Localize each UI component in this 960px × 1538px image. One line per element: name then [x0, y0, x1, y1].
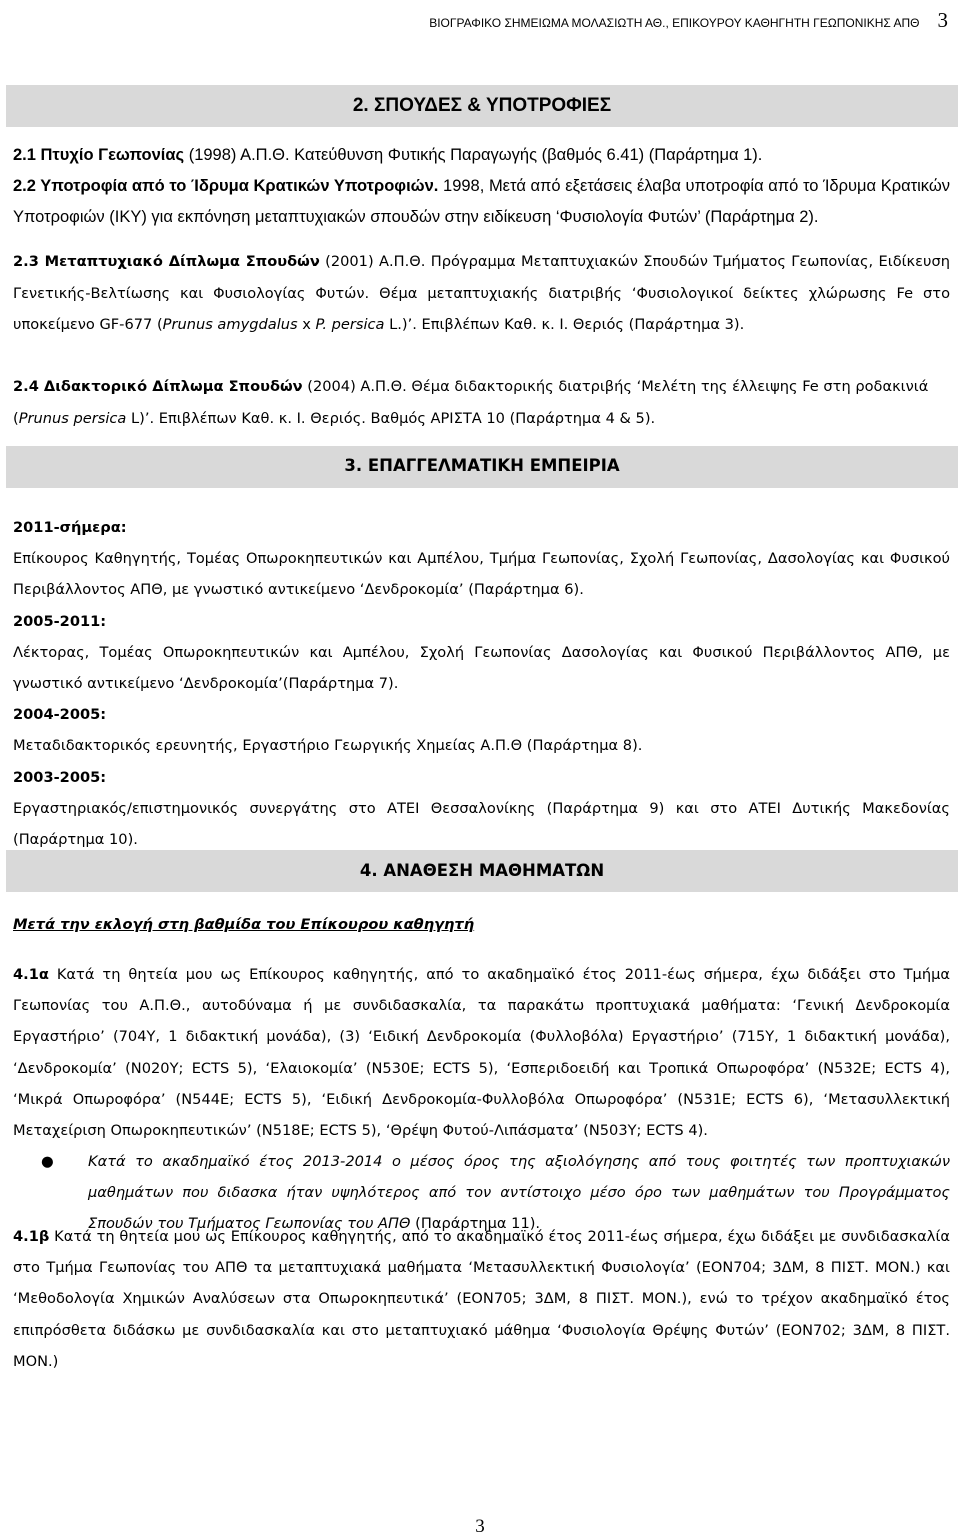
item-2-4-heading: 2.4 Διδακτορικό Δίπλωμα Σπουδών: [13, 378, 303, 395]
experience-text: Μεταδιδακτορικός ερευνητής, Εργαστήριο Γεωργικής Χημείας Α.Π.Θ (Παράρτημα 8).: [13, 737, 643, 755]
section-2-heading-band: [6, 85, 958, 127]
section-3-title: 3. ΕΠΑΓΓΕΛΜΑΤΙΚΗ ΕΜΠΕΙΡΙΑ: [344, 456, 620, 475]
item-4-1b-heading: 4.1β: [13, 1228, 50, 1245]
section-4-heading-band: [6, 850, 958, 892]
section-4-subheading: Μετά την εκλογή στη βαθμίδα του Επίκουρου καθηγητή: [13, 916, 475, 933]
section-4-title: 4. ΑΝΑΘΕΣΗ ΜΑΘΗΜΑΤΩΝ: [359, 861, 605, 880]
header-page-number: 3: [937, 8, 948, 32]
item-2-2: [13, 171, 950, 233]
experience-list: [13, 512, 950, 855]
experience-period: 2005-2011:: [13, 612, 107, 630]
bullet-icon: ●: [41, 1153, 54, 1170]
item-2-4: [13, 371, 950, 434]
experience-entry: [13, 699, 950, 761]
item-2-1-text: (1998) Α.Π.Θ. Κατεύθυνση Φυτικής Παραγωγής (βαθμός 6.41) (Παράρτημα 1).: [184, 146, 763, 164]
item-2-4-text: (2004) Α.Π.Θ. Θέμα διδακτορικής διατριβής ‘Μελέτη της έλλειψης Fe στη ροδακινιά (: [13, 378, 929, 427]
experience-period: 2003-2005:: [13, 768, 107, 786]
running-header: [429, 8, 948, 33]
item-4-1a-text: Κατά τη θητεία μου ως Επίκουρος καθηγητής, από το ακαδημαϊκό έτος 2011-έως σήμερα, έχω διδάξει στο Τμήμα Γεωπονίας του Α.Π.Θ., αυτοδύναμα ή με συνδιδασκαλία, τα παρακάτω προπτυχιακά μαθήματα: ‘Γενική Δενδροκομία Εργαστήριο’ (704Υ, 1 διδακτική μονάδα), (3) ‘Ειδική Δενδροκομία (Φυλλοβόλα) Εργαστήριο’ (715Υ, 1 διδακτική μονάδα), ‘Δενδροκομία’ (Ν020Υ; ECTS 5), ‘Ελαιοκομία’ (Ν530Ε; ECTS 5), ‘Εσπεριδοειδή και Τροπικά Οπωροφόρα’ (Ν532Ε; ECTS 4), ‘Μικρά Οπωροφόρα’ (Ν544Ε; ECTS 5), ‘Ειδική Δενδροκομία-Φυλλοβόλα Οπωροφόρα’ (Ν531Ε; ECTS 6), ‘Μετασυλλεκτική Μεταχείριση Οπωροκηπευτικών’ (Ν518Ε; ECTS 5), ‘Θρέψη Φυτού-Λιπάσματα’ (Ν503Υ; ECTS 4).: [13, 966, 950, 1140]
item-4-1a-heading: 4.1α: [13, 966, 49, 983]
section-2-title: 2. ΣΠΟΥΔΕΣ & ΥΠΟΤΡΟΦΙΕΣ: [352, 95, 612, 116]
item-2-3-text: L.)’. Επιβλέπων Καθ. κ. Ι. Θεριός (Παράρτημα 3).: [384, 316, 745, 333]
experience-period: 2011-σήμερα:: [13, 519, 127, 536]
experience-entry: [13, 512, 950, 606]
experience-text: Επίκουρος Καθηγητής, Τομέας Οπωροκηπευτικών και Αμπέλου, Τμήμα Γεωπονίας, Σχολή Γεωπονίας, Δασολογίας και Φυσικού Περιβάλλοντος ΑΠΘ, με γνωστικό αντικείμενο ‘Δενδροκομία’ (Παράρτημα 6).: [13, 550, 950, 599]
item-2-3: [13, 246, 950, 341]
species-name: P. persica: [315, 316, 385, 333]
experience-entry: [13, 762, 950, 856]
experience-entry: [13, 606, 950, 700]
experience-period: 2004-2005:: [13, 706, 107, 724]
item-2-3-text: (2001) Α.Π.Θ. Πρόγραμμα Μεταπτυχιακών Σπουδών Τμήματος Γεωπονίας, Ειδίκευση Γενετικής-Βελτίωσης και Φυσιολογίας Φυτών. Θέμα μεταπτυχιακής διατριβής ‘Φυσιολογικοί δείκτες χλώρωσης Fe στο υποκείμενο GF-677 (: [13, 253, 950, 333]
bullet-reference: (Παράρτημα 11).: [410, 1215, 541, 1233]
item-2-3-heading: 2.3 Μεταπτυχιακό Δίπλωμα Σπουδών: [13, 253, 320, 270]
species-name: Prunus amygdalus: [162, 316, 298, 333]
experience-text: Λέκτορας, Τομέας Οπωροκηπευτικών και Αμπέλου, Σχολή Γεωπονίας Δασολογίας και Φυσικού Περιβάλλοντος ΑΠΘ, με γνωστικό αντικείμενο ‘Δενδροκομία’(Παράρτημα 7).: [13, 643, 950, 693]
item-2-2-heading: 2.2 Υποτροφία από το Ίδρυμα Κρατικών Υποτροφιών.: [13, 177, 439, 195]
item-4-1b: [13, 1221, 950, 1377]
item-2-2-text: 1998, Μετά από εξετάσεις έλαβα υποτροφία από το Ίδρυμα Κρατικών Υποτροφιών (ΙΚΥ) για εκπόνηση μεταπτυχιακών σπουδών στην ειδίκευση ‘Φυσιολογία Φυτών’ (Παράρτημα 2).: [13, 177, 950, 226]
footer-page-number: 3: [475, 1516, 485, 1537]
item-2-3-text: x: [297, 316, 316, 333]
item-2-1: [13, 140, 950, 171]
item-2-1-heading: 2.1 Πτυχίο Γεωπονίας: [13, 146, 185, 164]
species-name: Prunus persica: [18, 409, 127, 427]
section-3-heading-band: [6, 446, 958, 488]
item-4-1b-text: Κατά τη θητεία μου ως Επίκουρος καθηγητής, από το ακαδημαϊκό έτος 2011-έως σήμερα, έχω διδάξει με συνδιδασκαλία στο Τμήμα Γεωπονίας του ΑΠΘ τα μεταπτυχιακά μαθήματα ‘Μετασυλλεκτική Φυσιολογία’ (ΕΟΝ704; 3ΔΜ, 8 ΠΙΣΤ. ΜΟΝ.) και ‘Μεθοδολογία Χημικών Αναλύσεων στα Οπωροκηπευτικά’ (ΕΟΝ705; 3ΔΜ, 8 ΠΙΣΤ. ΜΟΝ.), ενώ το τρέχον ακαδημαϊκό έτος επιπρόσθετα διδάσκω με συνδιδασκαλία και στο μεταπτυχιακό μάθημα ‘Φυσιολογία Θρέψης Φυτών’ (ΕΟΝ702; 3ΔΜ, 8 ΠΙΣΤ. ΜΟΝ.): [13, 1228, 950, 1370]
item-4-1a: [13, 959, 950, 1146]
experience-text: Εργαστηριακός/επιστημονικός συνεργάτης στο ΑΤΕΙ Θεσσαλονίκης (Παράρτημα 9) και στο ΑΤΕΙ Δυτικής Μακεδονίας (Παράρτημα 10).: [13, 799, 950, 849]
bullet-text-italic: Κατά το ακαδημαϊκό έτος 2013-2014 ο μέσος όρος της αξιολόγησης από τους φοιτητές των προπτυχιακών μαθημάτων που διδασκα ήταν υψηλότερος από τον αντίστοιχο μέσο όρο των μαθημάτων του Προγράμματος Σπουδών του Τμήματος Γεωπονίας του ΑΠΘ: [88, 1153, 950, 1233]
item-2-4-text: L)’. Επιβλέπων Καθ. κ. Ι. Θεριός. Βαθμός ΑΡΙΣΤΑ 10 (Παράρτημα 4 & 5).: [126, 409, 656, 427]
running-header-title: ΒΙΟΓΡΑΦΙΚΟ ΣΗΜΕΙΩΜΑ ΜΟΛΑΣΙΩΤΗ ΑΘ., ΕΠΙΚΟΥΡΟΥ ΚΑΘΗΓΗΤΗ ΓΕΩΠΟΝΙΚΗΣ ΑΠΘ: [429, 16, 920, 30]
